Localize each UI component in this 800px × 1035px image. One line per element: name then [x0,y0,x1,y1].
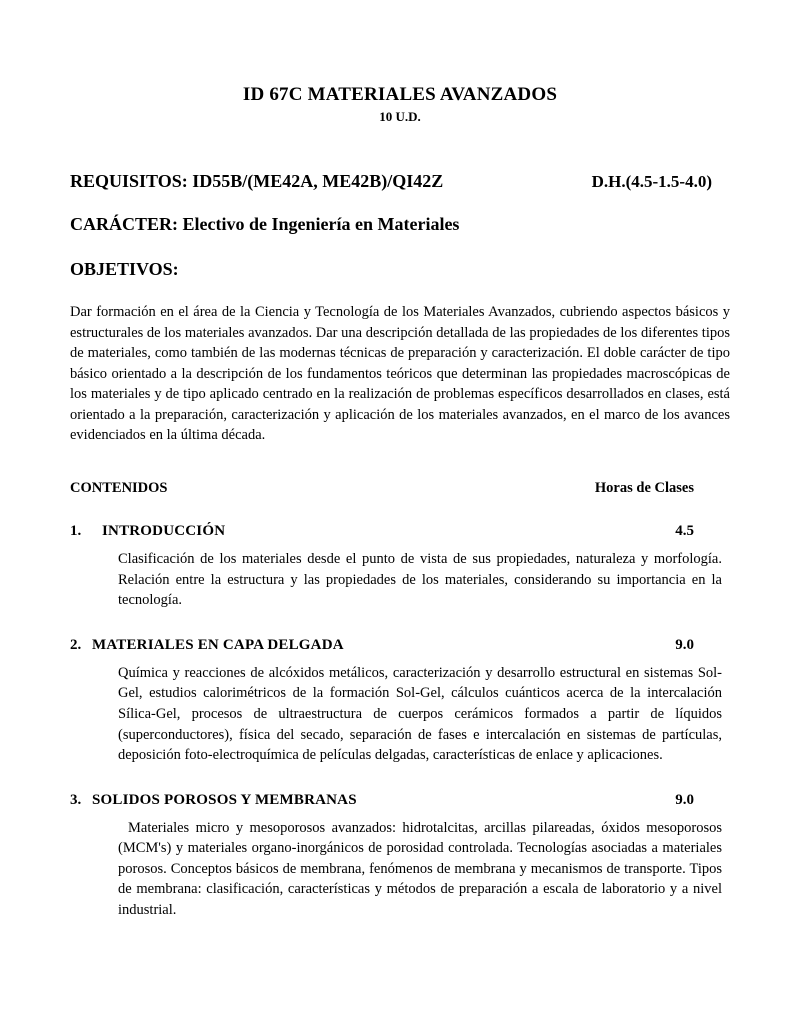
content-item-2-title: MATERIALES EN CAPA DELGADA [92,636,344,653]
objetivos-heading: OBJETIVOS: [70,259,179,279]
page-title: ID 67C MATERIALES AVANZADOS [242,84,558,105]
content-item-2-number: 2. [70,636,82,653]
content-item-2-head [70,637,730,654]
content-item-3-title: SOLIDOS POROSOS Y MEMBRANAS [92,791,357,808]
content-item-1 [70,523,730,611]
content-item-1-number: 1. [70,523,82,540]
content-item-1-head [70,523,730,540]
requisitos-label: REQUISITOS: ID55B/(ME42A, ME42B)/QI42Z [70,171,444,191]
objetivos-text: Dar formación en el área de la Ciencia y Tecnología de los Materiales Avanzados, cubriendo aspectos básicos y estructurales de los materiales avanzados. Dar una descripción detallada de las propiedades de los diferentes tipos de materiales, como también de las modernas técnicas de preparación y caracterización. El doble carácter de tipo básico orientado a la descripción de los fundamentos teóricos que determinan las propiedades macroscópicas de los materiales y de tipo aplicado centrado en la realización de problemas específicos desarrollados en clases, está orientado a la preparación, caracterización y aplicación de los materiales avanzados, en el marco de los avances evidenciados en la última década. [70,304,730,444]
requisitos-row [70,171,730,192]
content-item-1-title: INTRODUCCIÓN [102,523,226,540]
content-item-1-hours: 4.5 [675,523,694,540]
content-item-3-text: Materiales micro y mesoporosos avanzados: hidrotalcitas, arcillas pilareadas, óxidos mesoporosos (MCM's) y materiales organo-inorgánicos de porosidad controlada. Tecnologías asociadas a materiales porosos. Conceptos básicos de membrana, fenómenos de membrana y mecanismos de transporte. Tipos de membrana: clasificación, características y métodos de preparación a escala de laboratorio y a nivel industrial. [118,819,722,918]
horas-heading: Horas de Clases [594,480,694,497]
caracter-line: CARÁCTER: Electivo de Ingeniería en Materiales [70,214,460,234]
content-item-3-hours: 9.0 [675,791,694,808]
contenidos-header-row [70,480,730,497]
content-item-3-head [70,792,730,809]
content-item-3-number: 3. [70,791,82,808]
content-item-2 [70,637,730,766]
contenidos-heading: CONTENIDOS [70,480,168,497]
content-item-1-text: Clasificación de los materiales desde el punto de vista de sus propiedades, naturaleza y morfología. Relación entre la estructura y las propiedades de los materiales, considerando su importancia en la tecnología. [118,551,722,609]
content-item-3 [70,792,730,921]
content-item-2-text: Química y reacciones de alcóxidos metálicos, caracterización y desarrollo estructural en sistemas Sol-Gel, estudios calorimétricos de la formación Sol-Gel, cálculos cuánticos acerca de la intercalación Sílica-Gel, procesos de ultraestructura de cuerpos cerámicos formados a partir de líquidos (superconductores), física del secado, separación de fases e intercalación en sistemas de partículas, deposición foto-electroquímica de películas delgadas, características de enlace y aplicaciones. [118,664,722,764]
content-item-2-hours: 9.0 [675,636,694,653]
dh-value: D.H.(4.5-1.5-4.0) [591,172,712,191]
page-subtitle: 10 U.D. [379,109,421,124]
